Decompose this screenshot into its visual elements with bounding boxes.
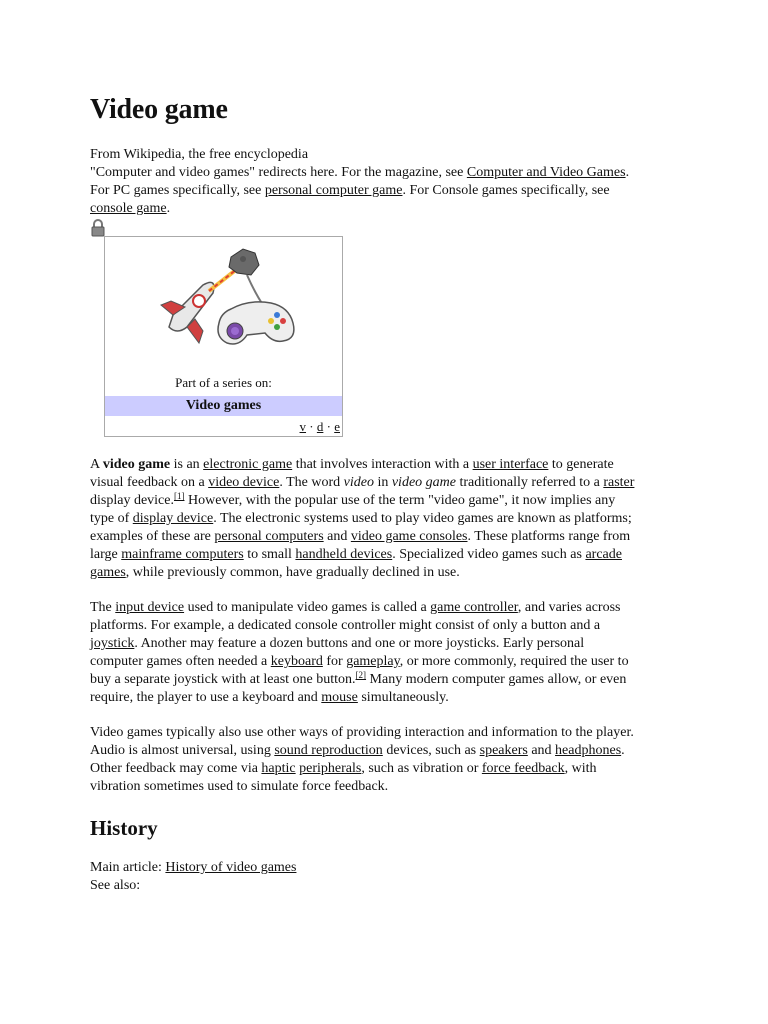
link-haptic[interactable]: haptic bbox=[261, 761, 296, 776]
tagline: From Wikipedia, the free encyclopedia "Computer and video games" redirects here. For the magazine, see Computer and Video Games. For PC games specifically, see personal computer game. For Console games specifically, see console game. bbox=[90, 146, 680, 218]
see-also: See also: bbox=[90, 878, 141, 893]
link-personal-computer-game[interactable]: personal computer game bbox=[264, 183, 403, 198]
link-history-of-video-games[interactable]: History of video games bbox=[165, 860, 297, 875]
infobox-caption: Part of a series on: bbox=[175, 375, 272, 390]
video-games-illustration bbox=[151, 243, 301, 363]
lock-icon bbox=[91, 219, 105, 237]
vde-view-link[interactable]: v bbox=[299, 419, 307, 434]
citation-1[interactable]: [1] bbox=[173, 491, 185, 501]
input-paragraph: The input device used to manipulate video games is called a game controller, and varies across platforms. For example, a dedicated console controller might consist of only a button and a joystick. Another may feature a dozen buttons and one or more joysticks. Early personal computer games often needed a keyboard for gameplay, or more commonly, required the user to buy a separate joystick with at least one button.[2] Many modern computer games allow, or even require, the player to use a keyboard and mouse simultaneously. bbox=[90, 600, 629, 705]
navbox-vde: v · d · e bbox=[299, 419, 340, 434]
series-infobox bbox=[104, 236, 343, 437]
link-electronic-game[interactable]: electronic game bbox=[203, 457, 293, 472]
controller-cable bbox=[247, 275, 263, 305]
link-video-device[interactable]: video device bbox=[208, 475, 280, 490]
site-sub: From Wikipedia, the free encyclopedia bbox=[90, 147, 309, 162]
link-sound-reproduction[interactable]: sound reproduction bbox=[274, 743, 383, 758]
history-heading: History bbox=[90, 816, 158, 840]
page-title: Video game bbox=[90, 94, 228, 125]
link-headphones[interactable]: headphones bbox=[555, 743, 622, 758]
intro-paragraph: A video game is an electronic game that involves interaction with a user interface to generate visual feedback on a video device. The word video in video game traditionally referred to a raster display device.[1] However, with the popular use of the term "video game", it now implies any type of display device. The electronic systems used to play video games are known as platforms; examples of these are personal computers and video game consoles. These platforms range from large mainframe computers to small handheld devices. Specialized video games such as arcade games, while previously common, have gradually declined in use. bbox=[90, 457, 635, 580]
link-joystick[interactable]: joystick bbox=[90, 636, 135, 651]
link-mainframe-computers[interactable]: mainframe computers bbox=[121, 547, 244, 562]
link-mouse[interactable]: mouse bbox=[321, 690, 358, 705]
link-computer-and-video-games[interactable]: Computer and Video Games bbox=[466, 165, 626, 180]
link-force-feedback[interactable]: force feedback bbox=[481, 761, 565, 776]
link-gameplay[interactable]: gameplay bbox=[346, 654, 400, 669]
feedback-paragraph: Video games typically also use other ways of providing interaction and information to the player. Audio is almost universal, using sound reproduction devices, such as speakers and headphones. Other feedback may come via haptic peripherals, such as vibration or force feedback, with vibration sometimes used to simulate force feedback. bbox=[90, 725, 634, 794]
link-arcade-games-cont[interactable]: games bbox=[90, 565, 126, 580]
spaceship-icon bbox=[157, 282, 214, 343]
link-speakers[interactable]: speakers bbox=[479, 743, 528, 758]
citation-2[interactable]: [2] bbox=[355, 670, 367, 680]
link-video-game-consoles[interactable]: video game consoles bbox=[350, 529, 468, 544]
vde-discuss-link[interactable]: d bbox=[316, 419, 324, 434]
link-display-device[interactable]: display device bbox=[132, 511, 214, 526]
gamepad-icon bbox=[218, 302, 294, 344]
infobox-title: Video games bbox=[105, 396, 342, 416]
link-personal-computers[interactable]: personal computers bbox=[214, 529, 324, 544]
link-handheld-devices[interactable]: handheld devices bbox=[295, 547, 393, 562]
laser-beam bbox=[209, 269, 237, 291]
history-hatnote: Main article: History of video games See also: bbox=[90, 859, 680, 895]
link-arcade-games[interactable]: arcade bbox=[585, 547, 622, 562]
vde-edit-link[interactable]: e bbox=[334, 419, 340, 434]
link-keyboard[interactable]: keyboard bbox=[270, 654, 323, 669]
link-input-device[interactable]: input device bbox=[115, 600, 185, 615]
redirect-note: "Computer and video games" redirects here. For the magazine, see Computer and Video Games. bbox=[90, 165, 630, 180]
link-console-game[interactable]: console game bbox=[90, 201, 167, 216]
link-user-interface[interactable]: user interface bbox=[472, 457, 549, 472]
link-peripherals[interactable]: peripherals bbox=[299, 761, 362, 776]
link-game-controller[interactable]: game controller bbox=[430, 600, 518, 615]
link-raster[interactable]: raster bbox=[603, 475, 635, 490]
